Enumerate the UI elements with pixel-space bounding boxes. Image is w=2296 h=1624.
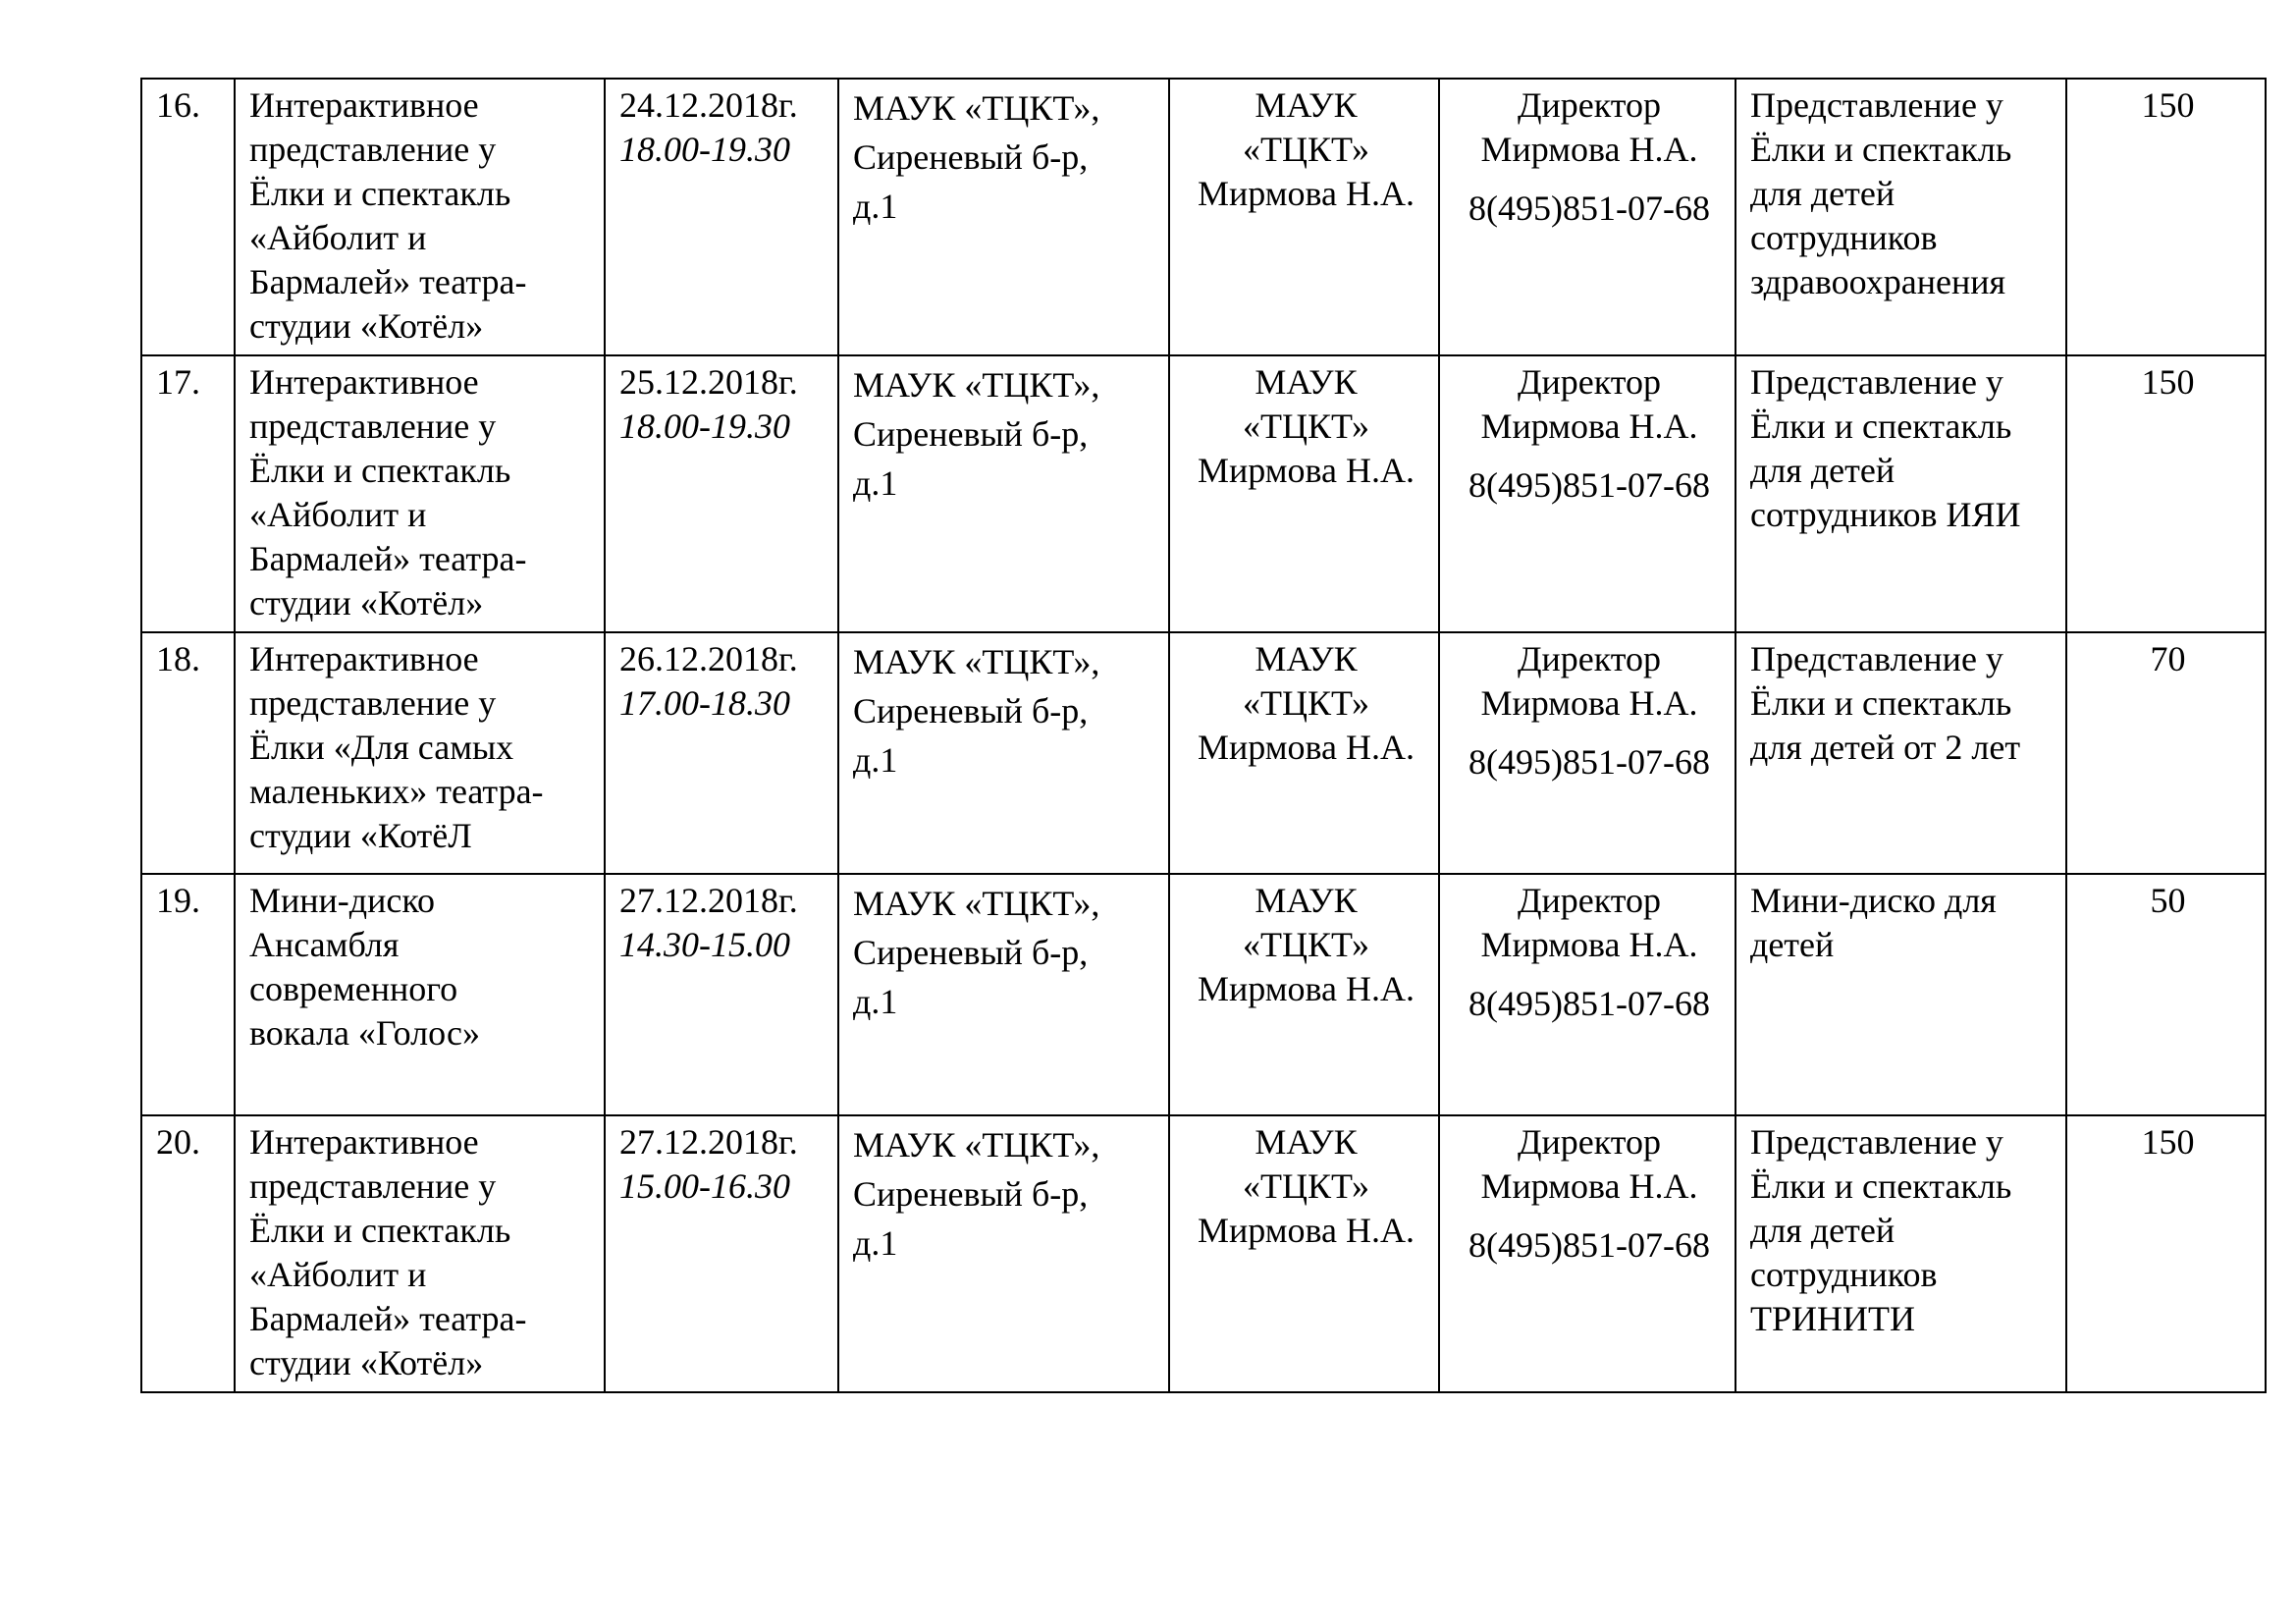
place-line: д.1 xyxy=(853,982,898,1021)
event-date: 26.12.2018г. xyxy=(619,639,798,678)
place-line: Сиреневый б-р, xyxy=(853,137,1089,177)
event-name-cell xyxy=(235,874,605,1115)
date-cell xyxy=(605,355,838,632)
event-name-cell xyxy=(235,79,605,355)
description-cell xyxy=(1735,1115,2066,1392)
responsible-cell xyxy=(1439,355,1735,632)
place-line: д.1 xyxy=(853,1223,898,1263)
attendance-count: 150 xyxy=(2066,1115,2266,1392)
description-cell xyxy=(1735,632,2066,874)
event-name: Интерактивное представление у Ёлки и спектакль «Айболит и Бармалей» театра- студии «Котёл» xyxy=(249,362,527,623)
event-description: Представление у Ёлки и спектакль для детей сотрудников здравоохранения xyxy=(1750,85,2012,301)
event-name-cell xyxy=(235,632,605,874)
place-line: МАУК «ТЦКТ», xyxy=(853,1125,1100,1164)
event-time: 15.00-16.30 xyxy=(619,1166,790,1206)
event-description: Представление у Ёлки и спектакль для детей от 2 лет xyxy=(1750,639,2021,767)
responsible-name: Мирмова Н.А. xyxy=(1480,925,1698,964)
row-number: 18. xyxy=(141,632,235,874)
responsible-title: Директор xyxy=(1517,1122,1662,1162)
event-time: 17.00-18.30 xyxy=(619,683,790,723)
event-time: 14.30-15.00 xyxy=(619,925,790,964)
responsible-cell xyxy=(1439,874,1735,1115)
place-line: МАУК «ТЦКТ», xyxy=(853,884,1100,923)
responsible-phone: 8(495)851-07-68 xyxy=(1468,984,1710,1023)
event-description: Представление у Ёлки и спектакль для детей сотрудников ТРИНИТИ xyxy=(1750,1122,2012,1338)
table-row xyxy=(141,355,2266,632)
responsible-title: Директор xyxy=(1517,85,1662,125)
place-line: Сиреневый б-р, xyxy=(853,414,1089,454)
place-cell xyxy=(838,874,1169,1115)
attendance-count: 70 xyxy=(2066,632,2266,874)
organizer-cell xyxy=(1169,355,1439,632)
organizer-cell xyxy=(1169,79,1439,355)
responsible-name: Мирмова Н.А. xyxy=(1480,406,1698,446)
attendance-count: 50 xyxy=(2066,874,2266,1115)
place-cell xyxy=(838,355,1169,632)
place-line: д.1 xyxy=(853,187,898,226)
place-line: д.1 xyxy=(853,740,898,780)
responsible-cell xyxy=(1439,79,1735,355)
event-name: Интерактивное представление у Ёлки и спектакль «Айболит и Бармалей» театра- студии «Котёл» xyxy=(249,1122,527,1382)
organizer-cell xyxy=(1169,1115,1439,1392)
event-name-cell xyxy=(235,1115,605,1392)
organizer: МАУК «ТЦКТ» Мирмова Н.А. xyxy=(1197,1122,1415,1250)
organizer: МАУК «ТЦКТ» Мирмова Н.А. xyxy=(1197,639,1415,767)
description-cell xyxy=(1735,355,2066,632)
place-cell xyxy=(838,1115,1169,1392)
row-number: 19. xyxy=(141,874,235,1115)
table-row xyxy=(141,1115,2266,1392)
row-number: 17. xyxy=(141,355,235,632)
place-line: МАУК «ТЦКТ», xyxy=(853,365,1100,405)
place-line: МАУК «ТЦКТ», xyxy=(853,642,1100,681)
responsible-cell xyxy=(1439,632,1735,874)
organizer: МАУК «ТЦКТ» Мирмова Н.А. xyxy=(1197,85,1415,213)
description-cell xyxy=(1735,79,2066,355)
event-date: 25.12.2018г. xyxy=(619,362,798,402)
event-name: Интерактивное представление у Ёлки и спектакль «Айболит и Бармалей» театра- студии «Котёл» xyxy=(249,85,527,346)
responsible-phone: 8(495)851-07-68 xyxy=(1468,465,1710,505)
event-date: 27.12.2018г. xyxy=(619,881,798,920)
event-description: Мини-диско для детей xyxy=(1750,881,1997,964)
date-cell xyxy=(605,79,838,355)
organizer-cell xyxy=(1169,632,1439,874)
date-cell xyxy=(605,1115,838,1392)
responsible-phone: 8(495)851-07-68 xyxy=(1468,742,1710,782)
responsible-cell xyxy=(1439,1115,1735,1392)
responsible-phone: 8(495)851-07-68 xyxy=(1468,189,1710,228)
organizer: МАУК «ТЦКТ» Мирмова Н.А. xyxy=(1197,881,1415,1008)
responsible-name: Мирмова Н.А. xyxy=(1480,1166,1698,1206)
place-line: д.1 xyxy=(853,463,898,503)
responsible-title: Директор xyxy=(1517,362,1662,402)
event-date: 24.12.2018г. xyxy=(619,85,798,125)
event-date: 27.12.2018г. xyxy=(619,1122,798,1162)
description-cell xyxy=(1735,874,2066,1115)
event-name-cell xyxy=(235,355,605,632)
row-number: 20. xyxy=(141,1115,235,1392)
event-name: Интерактивное представление у Ёлки «Для самых маленьких» театра- студии «КотёЛ xyxy=(249,639,544,855)
responsible-name: Мирмова Н.А. xyxy=(1480,683,1698,723)
date-cell xyxy=(605,874,838,1115)
row-number: 16. xyxy=(141,79,235,355)
table-row xyxy=(141,632,2266,874)
attendance-count: 150 xyxy=(2066,355,2266,632)
responsible-title: Директор xyxy=(1517,881,1662,920)
place-cell xyxy=(838,632,1169,874)
date-cell xyxy=(605,632,838,874)
place-cell xyxy=(838,79,1169,355)
events-table xyxy=(140,78,2267,1393)
place-line: Сиреневый б-р, xyxy=(853,1174,1089,1214)
attendance-count: 150 xyxy=(2066,79,2266,355)
organizer-cell xyxy=(1169,874,1439,1115)
table-row xyxy=(141,79,2266,355)
place-line: Сиреневый б-р, xyxy=(853,933,1089,972)
organizer: МАУК «ТЦКТ» Мирмова Н.А. xyxy=(1197,362,1415,490)
event-time: 18.00-19.30 xyxy=(619,406,790,446)
place-line: МАУК «ТЦКТ», xyxy=(853,88,1100,128)
event-time: 18.00-19.30 xyxy=(619,130,790,169)
event-name: Мини-диско Ансамбля современного вокала «Голос» xyxy=(249,881,480,1053)
responsible-name: Мирмова Н.А. xyxy=(1480,130,1698,169)
event-description: Представление у Ёлки и спектакль для детей сотрудников ИЯИ xyxy=(1750,362,2021,534)
table-row xyxy=(141,874,2266,1115)
responsible-phone: 8(495)851-07-68 xyxy=(1468,1225,1710,1265)
responsible-title: Директор xyxy=(1517,639,1662,678)
place-line: Сиреневый б-р, xyxy=(853,691,1089,731)
